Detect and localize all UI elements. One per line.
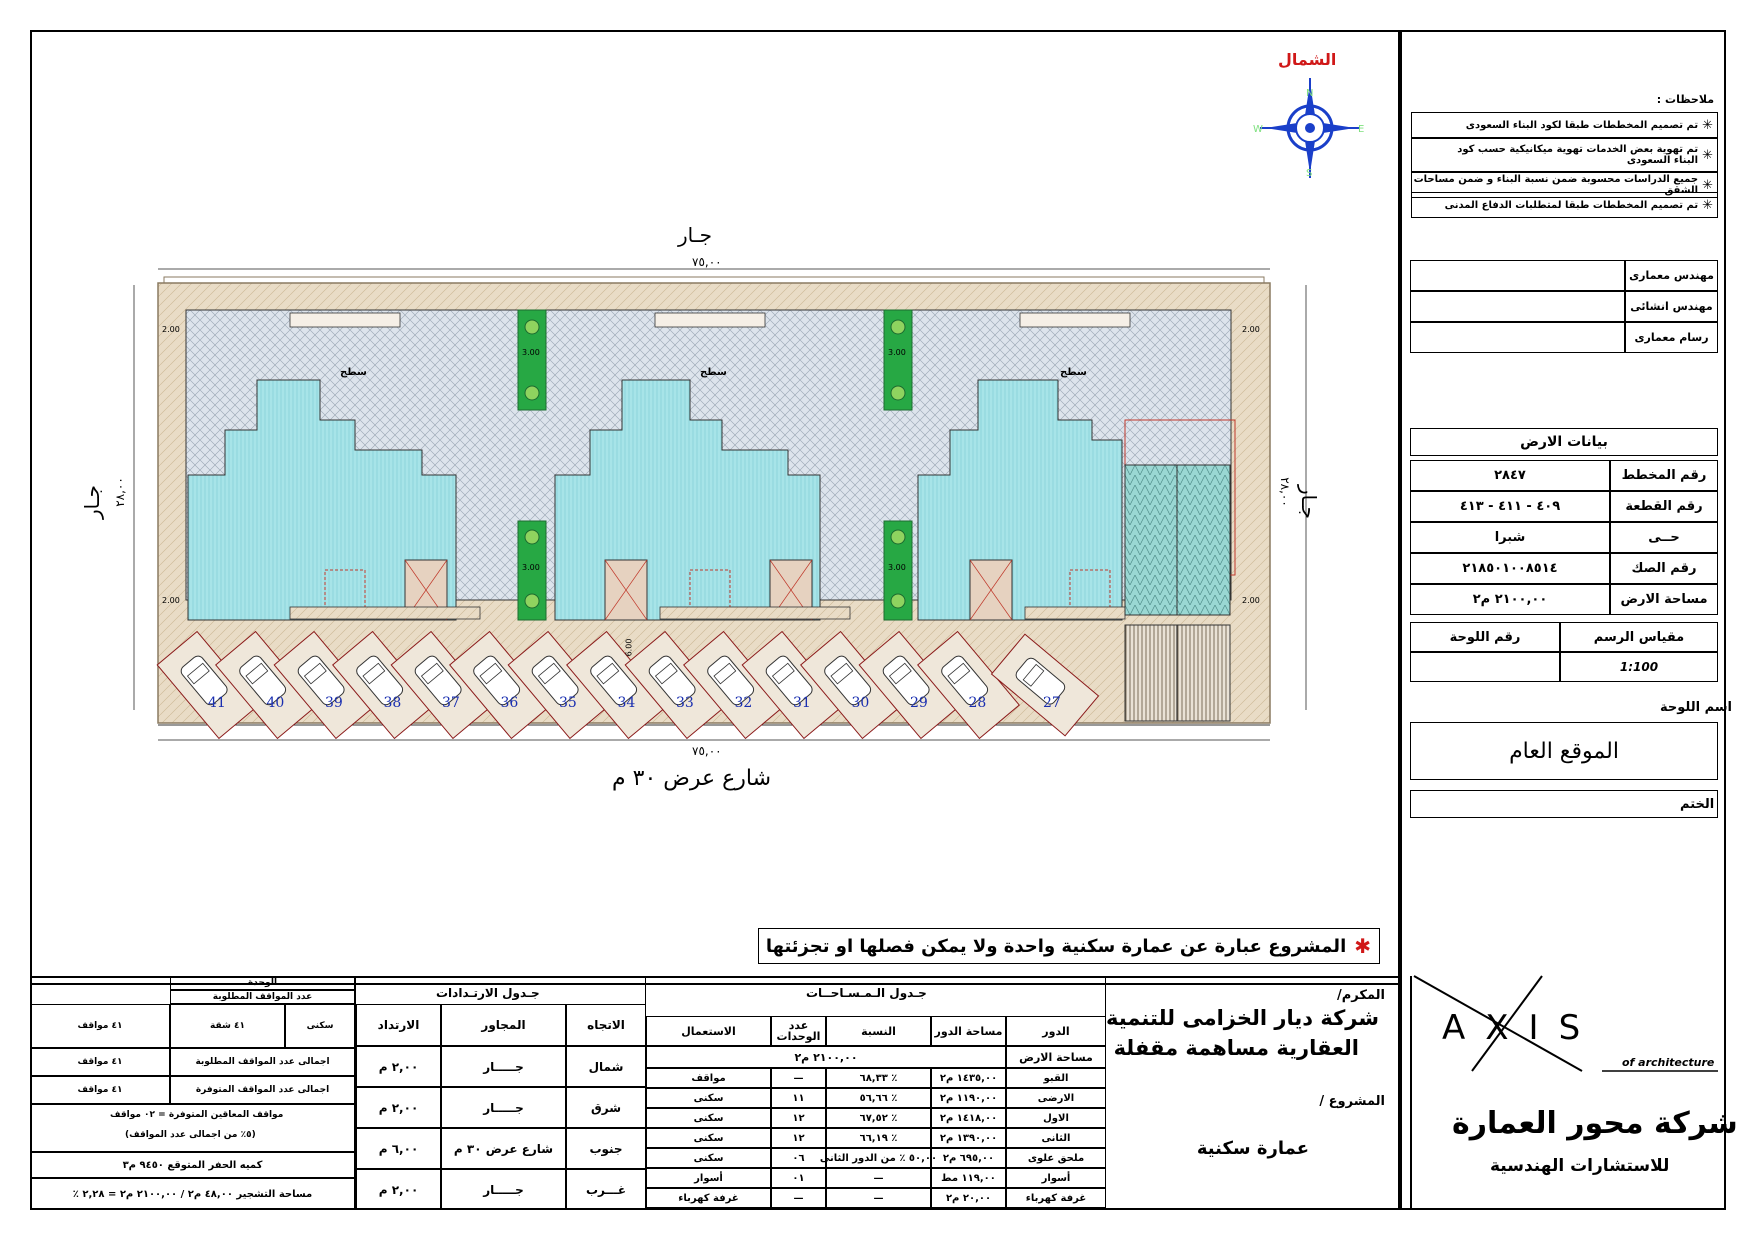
areas-header-1: مساحة الدور — [931, 1016, 1006, 1046]
parking-table — [30, 976, 355, 1210]
roof-label-b: سطح — [700, 367, 727, 378]
areas-cell-2-3: ١٢ — [771, 1108, 826, 1128]
engineer-signature-2 — [1410, 322, 1625, 353]
land-data-title: بيانات الارض — [1410, 428, 1718, 456]
areas-cell-4-2: ٥٠,٠٠ ٪ من الدور الثانى — [826, 1148, 931, 1168]
areas-cell-2-4: سكنى — [646, 1108, 771, 1128]
parking-number-39: 39 — [325, 695, 343, 711]
gap-label-2: 3.00 — [888, 348, 906, 357]
setbacks-title: جـدول الارتـدادات — [436, 986, 540, 1000]
areas-header-2: النسبة — [826, 1016, 931, 1046]
parking-excavation: كميه الحفر المتوقع ٩٤٥٠ م٣ — [30, 1152, 355, 1178]
engineer-signature-1 — [1410, 291, 1625, 322]
note-item-2: ✳ تم تهوية بعض الخدمات تهوية ميكانيكية حسب كود البناء السعودى — [1411, 138, 1718, 172]
areas-cell-5-0: أسوار — [1006, 1168, 1106, 1188]
areas-cell-5-2: — — [826, 1168, 931, 1188]
land-value-0: ٢٨٤٧ — [1410, 460, 1610, 491]
land-value-4: ٢١٠٠,٠٠ م٢ — [1410, 584, 1610, 615]
areas-cell-1-3: ١١ — [771, 1088, 826, 1108]
setbacks-cell-1-2: ٢,٠٠ م — [356, 1087, 441, 1128]
client-name-line1: شركة ديار الخزامى للتنمية — [1106, 1006, 1379, 1030]
areas-cell-2-0: الاول — [1006, 1108, 1106, 1128]
areas-cell-0-1: ١٤٣٥,٠٠ م٢ — [931, 1068, 1006, 1088]
parking-number-28: 28 — [968, 695, 987, 711]
note-item-1: ✳ تم تصميم المخططات طبقا لكود البناء السعودى — [1411, 112, 1718, 138]
asterisk-icon: ✳ — [1702, 147, 1713, 163]
parking-number-33: 33 — [676, 695, 694, 711]
areas-header-4: الاستعمال — [646, 1016, 771, 1046]
areas-cell-5-1: ١١٩,٠٠ مط — [931, 1168, 1006, 1188]
land-value-2: شبرا — [1410, 522, 1610, 553]
areas-table — [645, 976, 1105, 1210]
parking-cell-0-0: سكنى — [285, 1004, 355, 1048]
areas-cell-5-3: ٠١ — [771, 1168, 826, 1188]
parking-cell-2-0: اجمالى عدد المواقف المتوفرة — [170, 1076, 355, 1104]
land-label-1: رقم القطعة — [1610, 491, 1718, 522]
north-label: الشمال — [1278, 50, 1337, 69]
client-label: المكرم/ — [1337, 988, 1385, 1003]
stamp-label: الختم — [1680, 797, 1715, 812]
land-label-2: حــى — [1610, 522, 1718, 553]
areas-header-0: الدور — [1006, 1016, 1106, 1046]
parking-cell-1-2: ٤١ مواقف — [30, 1048, 170, 1076]
project-note-box — [758, 928, 1380, 964]
project-label: المشروع / — [1319, 1094, 1385, 1109]
areas-cell-1-1: ١١٩٠,٠٠ م٢ — [931, 1088, 1006, 1108]
setback-label-left-top: 2.00 — [162, 325, 180, 334]
sheet-name-value: الموقع العام — [1410, 722, 1718, 780]
client-panel — [1105, 976, 1400, 1210]
areas-cell-4-3: ٠٦ — [771, 1148, 826, 1168]
north-letter-s: S — [1306, 168, 1313, 179]
land-value-1: ٤٠٩ - ٤١١ - ٤١٣ — [1410, 491, 1610, 522]
parking-number-32: 32 — [734, 695, 753, 711]
land-label-4: مساحة الارض — [1610, 584, 1718, 615]
areas-cell-2-1: ١٤١٨,٠٠ م٢ — [931, 1108, 1006, 1128]
parking-cell-1-0: اجمالى عدد المواقف المطلوبة — [170, 1048, 355, 1076]
parking-number-30: 30 — [851, 695, 870, 711]
areas-cell-5-4: أسوار — [646, 1168, 771, 1188]
areas-cell-3-3: ١٢ — [771, 1128, 826, 1148]
company-logo-text: AXIS — [1442, 1008, 1601, 1048]
parking-number-38: 38 — [383, 695, 402, 711]
areas-cell-0-2: ٦٨,٣٣ ٪ — [826, 1068, 931, 1088]
scale-value: 1:100 — [1560, 652, 1718, 682]
land-label-0: رقم المخطط — [1610, 460, 1718, 491]
right-dimension: ٢٨,٠٠ — [1277, 477, 1292, 507]
note-item-4: ✳ تم تصميم المخططات طبقا لمتطلبات الدفاع المدنى — [1411, 192, 1718, 218]
sheet-number-label: رقم اللوحة — [1410, 622, 1560, 652]
setbacks-cell-0-2: ٢,٠٠ م — [356, 1046, 441, 1087]
setbacks-cell-2-0: جنوب — [566, 1128, 646, 1169]
right-neighbor-label: جـار — [1296, 485, 1321, 519]
setbacks-cell-3-1: جـــــار — [441, 1169, 566, 1210]
engineer-label-1: مهندس انشائى — [1625, 291, 1718, 322]
areas-header-3: عدد الوحدات — [771, 1016, 826, 1046]
top-neighbor-label: جـار — [678, 223, 712, 247]
areas-cell-6-2: — — [826, 1188, 931, 1208]
parking-disabled-line1: مواقف المعاقين المتوفرة = ٠٢ مواقف — [110, 1110, 284, 1120]
areas-cell-6-0: غرفة كهرباء — [1006, 1188, 1106, 1208]
stamp-divider — [1410, 790, 1718, 818]
roof-label-c: سطح — [1060, 367, 1087, 378]
areas-cell-3-4: سكنى — [646, 1128, 771, 1148]
parking-number-41: 41 — [208, 695, 226, 711]
parking-number-34: 34 — [617, 695, 636, 711]
areas-cell-4-1: ٦٩٥,٠٠ م٢ — [931, 1148, 1006, 1168]
setback-label-right-top: 2.00 — [1242, 325, 1260, 334]
top-dimension: ٧٥,٠٠ — [692, 255, 722, 269]
setbacks-cell-3-2: ٢,٠٠ م — [356, 1169, 441, 1210]
engineer-signature-0 — [1410, 260, 1625, 291]
parking-header-count: عدد المواقف المطلوبة — [170, 990, 355, 1004]
left-dimension: ٢٨,٠٠ — [112, 477, 127, 507]
asterisk-icon: ✳ — [1702, 117, 1713, 133]
asterisk-icon: ✳ — [1702, 197, 1713, 213]
north-letter-w: W — [1253, 124, 1263, 135]
areas-land-label: مساحة الارض — [1006, 1046, 1106, 1068]
setbacks-header-1: المجاور — [441, 1004, 566, 1046]
street-label: شارع عرض ٣٠ م — [612, 766, 772, 791]
parking-disabled-line2: (٥٪ من اجمالى عدد المواقف) — [125, 1130, 256, 1140]
parking-trees: مساحة التشجير ٤٨,٠٠ م٢ / ٢١٠٠,٠٠ م٢ = ٢,٢٨ ٪ — [30, 1178, 355, 1210]
parking-number-40: 40 — [266, 695, 285, 711]
setbacks-header-0: الاتجاه — [566, 1004, 646, 1046]
gap-label-1: 3.00 — [522, 348, 540, 357]
client-name-line2: العقارية مساهمة مقفلة — [1113, 1036, 1359, 1060]
setbacks-cell-1-0: شرق — [566, 1087, 646, 1128]
areas-cell-4-0: ملحق علوى — [1006, 1148, 1106, 1168]
land-label-3: رقم الصك — [1610, 553, 1718, 584]
setbacks-cell-0-1: جـــــار — [441, 1046, 566, 1087]
parking-cell-0-2: ٤١ مواقف — [30, 1004, 170, 1048]
areas-cell-0-3: — — [771, 1068, 826, 1088]
areas-cell-1-4: سكنى — [646, 1088, 771, 1108]
note-item-3: ✳ جميع الدراسات محسوبة ضمن نسبة البناء و ضمن مساحات الشقق — [1411, 172, 1718, 198]
sheet-number-value — [1410, 652, 1560, 682]
areas-cell-3-0: الثانى — [1006, 1128, 1106, 1148]
notes-title: ملاحظات : — [1656, 93, 1714, 106]
scale-label: مقياس الرسم — [1560, 622, 1718, 652]
parking-number-37: 37 — [442, 695, 460, 711]
areas-cell-1-0: الارضى — [1006, 1088, 1106, 1108]
setbacks-header-2: الارتداد — [356, 1004, 441, 1046]
parking-number-29: 29 — [910, 695, 928, 711]
areas-land-value: ٢١٠٠,٠٠ م٢ — [646, 1046, 1006, 1068]
parking-number-35: 35 — [559, 695, 577, 711]
asterisk-icon: ✱ — [1354, 934, 1371, 958]
areas-cell-4-4: سكنى — [646, 1148, 771, 1168]
parking-cell-0-1: ٤١ شقة — [170, 1004, 285, 1048]
setbacks-cell-2-1: شارع عرض ٣٠ م — [441, 1128, 566, 1169]
land-value-3: ٢١٨٥٠١٠٠٨٥١٤ — [1410, 553, 1610, 584]
areas-cell-3-2: ٦٦,١٩ ٪ — [826, 1128, 931, 1148]
setbacks-cell-1-1: جـــــار — [441, 1087, 566, 1128]
parking-number-36: 36 — [500, 695, 519, 711]
setbacks-cell-2-2: ٦,٠٠ م — [356, 1128, 441, 1169]
sheet-name-label: اسم اللوحة — [1660, 700, 1733, 715]
bottom-dimension: ٧٥,٠٠ — [692, 744, 722, 758]
site-plan — [80, 225, 1370, 805]
areas-cell-6-4: غرفة كهرباء — [646, 1188, 771, 1208]
areas-cell-6-1: ٢٠,٠٠ م٢ — [931, 1188, 1006, 1208]
company-panel — [1410, 976, 1738, 1210]
left-neighbor-label: جـار — [79, 485, 104, 519]
setback-label-left-bottom: 2.00 — [162, 596, 180, 605]
asterisk-icon: ✳ — [1702, 177, 1713, 193]
setbacks-cell-0-0: شمال — [566, 1046, 646, 1087]
roof-label-a: سطح — [340, 367, 367, 378]
areas-cell-2-2: ٦٧,٥٢ ٪ — [826, 1108, 931, 1128]
areas-cell-3-1: ١٣٩٠,٠٠ م٢ — [931, 1128, 1006, 1148]
company-subtitle: للاستشارات الهندسية — [1490, 1156, 1670, 1176]
company-name: شركة محور العمارة — [1452, 1106, 1738, 1141]
areas-cell-1-2: ٥٦,٦٦ ٪ — [826, 1088, 931, 1108]
parking-cell-2-2: ٤١ مواقف — [30, 1076, 170, 1104]
engineer-label-2: رسام معمارى — [1625, 322, 1718, 353]
areas-cell-6-3: — — [771, 1188, 826, 1208]
setbacks-cell-3-0: غـــرب — [566, 1169, 646, 1210]
north-letter-e: E — [1358, 124, 1365, 135]
engineer-label-0: مهندس معمارى — [1625, 260, 1718, 291]
gap-label-3: 3.00 — [522, 563, 540, 572]
areas-title: جـدول الـمـسـاحــات — [806, 986, 927, 1000]
project-note-text: المشروع عبارة عن عمارة سكنية واحدة ولا يمكن فصلها او تجزئتها — [765, 935, 1347, 957]
project-name: عمارة سكنية — [1196, 1138, 1309, 1159]
company-tagline: of architecture — [1622, 1056, 1715, 1069]
parking-number-31: 31 — [793, 695, 811, 711]
parking-header-unit: الوحدة — [170, 976, 355, 990]
north-letter-n: N — [1306, 88, 1314, 99]
parking-depth-label: 6.00 — [624, 638, 634, 657]
parking-number-27: 27 — [1043, 695, 1061, 711]
areas-cell-0-4: مواقف — [646, 1068, 771, 1088]
areas-cell-0-0: القبو — [1006, 1068, 1106, 1088]
north-arrow — [1245, 48, 1375, 188]
setbacks-table — [355, 976, 645, 1210]
gap-label-4: 3.00 — [888, 563, 906, 572]
setback-label-right-bottom: 2.00 — [1242, 596, 1260, 605]
